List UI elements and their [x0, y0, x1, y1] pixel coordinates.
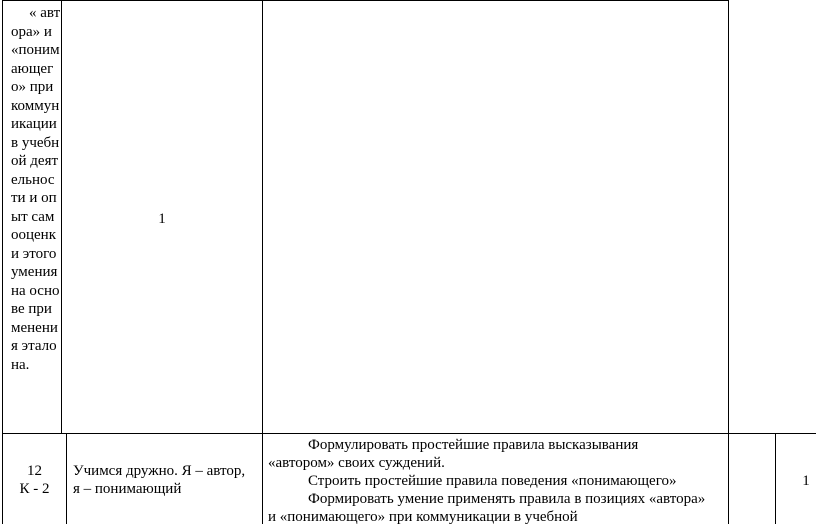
row2-lesson-number — [3, 462, 66, 498]
border-left — [2, 0, 3, 524]
objective-paragraph-2: Строить простейшие правила поведения «понимающего» — [308, 473, 677, 489]
row2-lesson-title: Учимся дружно. Я – автор, я – понимающий — [73, 463, 246, 497]
border-col3-right — [728, 0, 729, 524]
row1-hours-value: 1 — [158, 211, 166, 227]
border-col2-right — [262, 0, 263, 524]
border-top — [2, 0, 729, 1]
objective-paragraph-3: Формировать умение применять правила в позициях «автора» и «понимающего» при коммуникации в учебной — [268, 491, 706, 525]
objective-paragraph-1: Формулировать простейшие правила высказывания «автором» своих суждений. — [268, 437, 639, 471]
lesson-number: 12 — [27, 463, 42, 479]
border-row-divider — [2, 433, 816, 434]
row2-objectives — [268, 436, 708, 526]
row2-last-value: 1 — [802, 473, 810, 489]
border-col1-right-row2 — [66, 433, 67, 524]
lesson-code: К - 2 — [19, 481, 50, 497]
row1-goal-text: « автора» и «понимающего» при коммуникации в учебной деятельности и опыт самооценки этого умения на основе применения эталона. — [11, 5, 61, 373]
